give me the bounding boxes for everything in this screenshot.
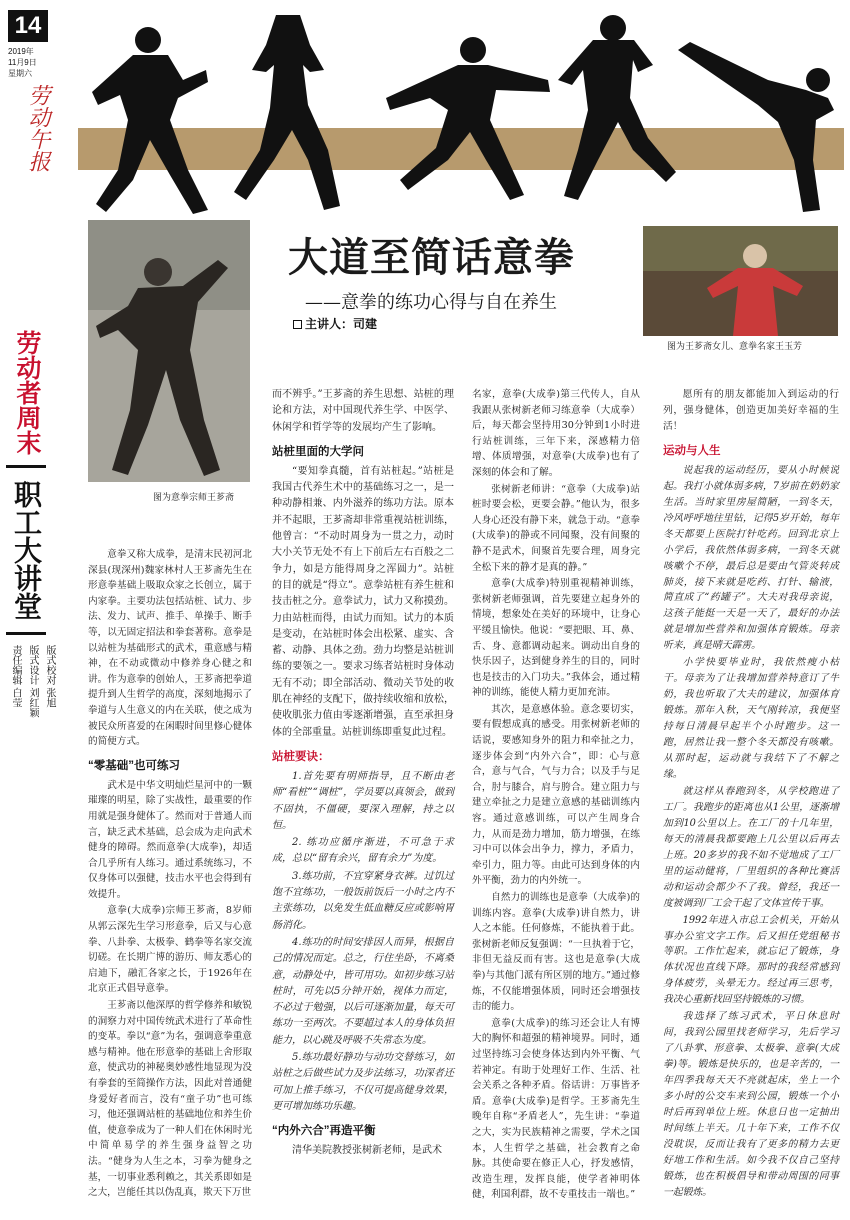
section-heading-sport: 运动与人生 bbox=[663, 444, 721, 457]
paragraph: 小学快要毕业时，我依然瘦小枯干。母亲为了让我增加营养特意订了牛奶，我也听取了大夫的建议，加强体育锻炼。那年入秋，天气刚转凉，我便坚持每日清晨早起半个小时跑步。这一跑，居然让我一整个冬天都没有咳嗽。从那时起，运动就与我结下了不解之缘。 bbox=[663, 657, 839, 780]
paragraph: 愿所有的朋友都能加入到运动的行列，强身健体，创造更加美好幸福的生活！ bbox=[663, 389, 839, 432]
section-heading: 站桩里面的大学问 bbox=[272, 445, 364, 458]
paragraph: 而不辨乎。”王芗斋的养生思想、站桩的理论和方法，对中国现代养生学、中医学、休闲学和哲学等的发展均产生了影响。 bbox=[272, 389, 454, 433]
paragraph: 名家，意拳(大成拳)第三代传人，自从我跟从张树新老师习练意拳（大成拳）后，每天都会坚持用30分钟到1小时进行站桩训练，三年下来，深感精力倍增、体质增强，对意拳(大成拳)也有了深刻的体会和了解。 bbox=[472, 389, 640, 478]
photo-wang-xiangzhai bbox=[88, 220, 250, 482]
caption-left-photo: 图为意拳宗师王芗斋 bbox=[153, 492, 235, 502]
tip-item: 5.练功最好静功与动功交替练习，如站桩之后做些试力及步法练习，功深者还可加上推手练习，不仅可提高健身效果，更可增加练功乐趣。 bbox=[272, 1051, 454, 1112]
paragraph: 意拳(大成拳)特别重视精神训练，张树新老师强调，首先要建立起身外的情境，想象处在美好的环境中，让身心平缓且愉快。他说：“要把眼、耳、鼻、舌、身、意都调动起来。调动出自身的快乐因子，达到健身养生的目的，同时也是技击的入门功夫。”我体会，通过精神的训练，能使人精力更加充沛。 bbox=[472, 578, 640, 699]
issue-date bbox=[8, 46, 54, 79]
tip-item: 4.练功的时间安排因人而异，根据自己的情况而定。总之，行住坐卧，不离桑意，动静处中，皆可用功。如初步练习站桩时，可先以5分钟开始，视体力而定，不必过于勉强，以后可逐渐加量，每天可练功一至两次。不要超过本人的身体负担能力，以心跳及呼吸不失常态为度。 bbox=[272, 936, 454, 1046]
article-title: 大道至简话意拳 bbox=[288, 236, 575, 280]
section-heading: “零基础”也可练习 bbox=[88, 759, 180, 772]
tip-item: 2. 练功应循序渐进，不可急于求成，总以“留有余兴，留有余力”为度。 bbox=[272, 837, 454, 865]
article-column-2 bbox=[272, 387, 454, 1160]
editorial-credits bbox=[8, 645, 57, 845]
newspaper-logo: 劳动午报 bbox=[25, 84, 50, 172]
date-day: 11月9日 bbox=[8, 58, 37, 67]
silhouette-figure-3 bbox=[386, 37, 550, 200]
paragraph: 我选择了练习武术，平日休息时间，我到公园里找老师学习，先后学习了八卦掌、形意拳、太极拳、意拳(大成拳)等。锻炼是快乐的，也是辛苦的，一年四季我每天天不亮就起床，坐上一个多小时的公交车来到公园，锻炼一个小时后再到单位上班。休息日也一定抽出时间练上半天。几十年下来，工作不仅没耽误，反而让我有了更多的精力去更好地工作和生活。如今我不仅自己坚持锻炼，也在积极倡导和带动周围的同事一起锻炼。 bbox=[663, 1011, 839, 1198]
article-column-3 bbox=[472, 387, 640, 1204]
silhouette-figure-4 bbox=[558, 15, 676, 200]
article-column-4 bbox=[663, 387, 839, 1202]
tip-item: 1.首先要有明师指导，且不断由老师“看桩”“调桩”，学员要以真领会，做到不固执，不僵硬，要深入理解，持之以恒。 bbox=[272, 770, 454, 831]
article-subtitle: ——意拳的练功心得与自在养生 bbox=[305, 292, 557, 313]
paragraph: 自然力的训练也是意拳（大成拳)的训练内容。意拳(大成拳)讲自然力，讲人之本能。任何修炼，不能执着于此。张树新老师反复强调：“一旦执着于它，非但无益反而有害。这也是意拳(大成拳)与其他门派有所区别的地方。”通过修炼，不仅能增强体质，同时还会增强技击的能力。 bbox=[472, 892, 640, 1013]
silhouette-figure-5 bbox=[678, 42, 834, 212]
paragraph: 意拳(大成拳)宗师王芗斋，8岁师从郭云深先生学习形意拳，后又与心意拳、八卦拳、太极拳、鹤拳等名家交流切磋。在长期广博的游历、师友悉心的启迪下，融汇各家之长，于1926年在北京正式倡导意拳。 bbox=[88, 905, 252, 995]
date-weekday: 星期六 bbox=[8, 69, 32, 78]
paragraph: 就这样从春跑到冬，从学校跑进了工厂。我跑步的距离也从1公里，逐渐增加到10公里以上。在工厂的十几年里，每天的清晨我都要跑上几公里以后再去上班。20多岁的我不如不觉地成了工厂里的运动健将，厂里组织的各种比赛活动和运动会都少不了我。曾经，我还一度被调到厂工会干起了文体宣传干事。 bbox=[663, 785, 839, 909]
date-year: 2019年 bbox=[8, 47, 34, 56]
speaker-name: 主讲人：司建 bbox=[305, 317, 378, 331]
paragraph: 清华美院教授张树新老师，是武术 bbox=[292, 1145, 442, 1157]
paragraph: 其次，是意感体验。意念要切实，要有假想成真的感受。用张树新老师的话说，要感知身外的阻力和牵扯之力，逐步体会到“内外六合”，即：心与意合，意与气合，气与力合；以及手与足合，肘与膝合，肩与胯合。建立阻力与建立牵扯之力是建立意感的基础训练内容。通过意感训练，可以产生周身合力，从而是劲力增加，筋力增强，在练习中可以体会出争力，撑力，矛盾力，牵引力，阻力等。由此可达到身体的内外平衡，劲力的内外统一。 bbox=[472, 703, 640, 887]
square-bullet-icon bbox=[293, 320, 302, 329]
column-name: 职工大讲堂 bbox=[6, 465, 46, 635]
paragraph: 武术是中华文明灿烂星河中的一颗璀璨的明星，除了实战性，最重要的作用就是强身健体了。然而对于普通人而言，缺乏武术基础，总会成为走向武术健身的障碍。然而意拳(大成拳)，却适合几乎所有人练习。通过系统练习，不仅身体可以强健，技击水平也会得到有效提升。 bbox=[88, 779, 252, 900]
paragraph: 意拳又称大成拳，是清末民初河北深县(现深州)魏家林村人王芗斋先生在形意拳基础上吸取众家之长创立，属于内家拳。主要功法包括站桩、试力、步法、发力、试声、推手、单操手、断手等，以无固定招法和拳套著称。意拳是以站桩为基础形式的武术，重意感与精神，在不动或微动中修养身心健之和讲。作为意拳的创始人，王芗斋把拳道提升到人生哲学的高度，深刻地揭示了拳道与人生意义的内在关联，使之成为被民众所喜爱的在闲暇时间里修心健体的简便方式。 bbox=[88, 549, 252, 748]
caption-right-photo: 图为王芗斋女儿、意拳名家王玉芳 bbox=[667, 341, 803, 351]
martial-arts-silhouettes bbox=[78, 10, 844, 220]
paragraph: 1992年进入市总工会机关，开始从事办公室文字工作。后又担任党组秘书等职。工作忙起来，就忘记了锻炼，身体状况也直线下降。那时的我经常感到身体疲劳，头晕无力。经过再三思考，我决心重新找回坚持锻炼的习惯。 bbox=[663, 914, 839, 1006]
section-heading-tips: 站桩要诀： bbox=[272, 750, 330, 763]
paragraph: 张树新老师讲：“意拳（大成拳)站桩时要会松，更要会静。”他认为，很多人身心还没有静下来，就急于动。“意拳(大成拳)的静或不同闻聚，没有间聚的静不是武术，间聚首先要合理，周身完全松下来的静才是真的静。” bbox=[472, 483, 640, 573]
section-heading: “内外六合”再造平衡 bbox=[272, 1125, 376, 1138]
paragraph: 王芗斋以他深厚的哲学修养和敏锐的洞察力对中国传统武术进行了革命性的变革。拳以“意”为名，强调意拳重意感与精神。他在形意拳的基础上舍形取意，使武功的神秘奥妙感性地显现为没有拳套的至简操作方法，因此对普通健身爱好者而言，没有“童子功”也可练习，他还强调站桩的基础地位和养生价值，使意拳成为了一种人们在休闲时光中简单易学的养生强身益智之功法。“健身为人生之本，习拳为健身之基，一切事业悉利赖之，其关系即如是之大，岂能任其以伪乱真，欺天下万世 bbox=[88, 1000, 252, 1199]
section-name: 劳动者周末 bbox=[13, 330, 41, 455]
paragraph: 说起我的运动经历，要从小时候说起。我打小就体弱多病，7岁前在奶奶家生活。当时家里房屋简陋，一到冬天，冷风呼呼地往里钻，记得5岁开始，每年冬天都要上医院打针吃药。回到北京上小学后，我依然体弱多病，一到冬天就咳嗽个不停，最后总是要由气管炎转成肺炎，接下来就是吃药、打针、输液，简直成了“药罐子”。大夫对我母亲说，这孩子能挺一天是一天了，最好的办法就是增加些营养和加强体育锻炼。母亲听来，真是晴天霹雳。 bbox=[663, 464, 839, 652]
credit-proofread: 版式校对 张旭 bbox=[44, 645, 55, 708]
paragraph: 意拳(大成拳)的练习还会让人有博大的胸怀和超强的精神境界。同时，通过坚持练习会使身体达到内外平衡、气若神定。有助于处理好工作、生活、社会关系之各种矛盾。俗话讲：万事皆矛盾。意拳(大成拳)是哲学。王芗斋先生晚年自称“矛盾老人”，先生讲：“拳道之大，实为民族精神之需要，学术之国本，人生哲学之基础，社会教育之命脉。其使命要在修正人心，抒发感情，改造生理，发挥良能，使学者神明体健，利国利群，故不专重技击一端也。” bbox=[472, 1017, 640, 1201]
credit-design: 版式设计 刘红颖 bbox=[27, 645, 38, 718]
photo-wang-yufang bbox=[643, 226, 838, 336]
sport-essay bbox=[663, 463, 839, 1201]
credit-editor: 责任编辑 白莹 bbox=[10, 645, 21, 708]
tips-list bbox=[272, 769, 454, 1115]
silhouette-figure-1 bbox=[92, 27, 208, 214]
tip-item: 3.练功前，不宜穿紧身衣裤。过饥过饱不宜练功，一般饭前饭后一小时之内不主张练功，以免发生低血糖反应或影响胃肠消化。 bbox=[272, 870, 454, 931]
silhouette-figure-2 bbox=[234, 15, 340, 210]
speaker-line bbox=[293, 315, 377, 332]
article-column-1 bbox=[88, 547, 252, 1202]
paragraph: “要知拳真髓，首有站桩起。”站桩是我国古代养生术中的基础练习之一，是一种动静相兼、内外滋养的练功方法。原本并不起眼，王芗斋却非常重视站桩训练，他曾言：“不动时周身为一贯之力，动时大小关节无处不有上下前后左右百般之二争力，如是方能得周身之浑圆力”。站桩的目的就是“得立”。意拳站桩有养生桩和技击桩之分。意拳试力，试力又称摸劲。力由站桩而得，由试力而知。试力的本质是变动，在站桩时体会出松紧、虚实、含蓄、动静、具体之劲。劲力均整是站桩训练的要领之一。要求习练者站桩时身体动无有不动；即全部活动、微动关节处的收肌在神经的支配下，做持续收缩和放松，使收肌张力值由零逐渐增强，直至承担身体的全部重量。站桩训练即重复此过程。 bbox=[272, 465, 454, 738]
page-number: 14 bbox=[8, 10, 48, 42]
